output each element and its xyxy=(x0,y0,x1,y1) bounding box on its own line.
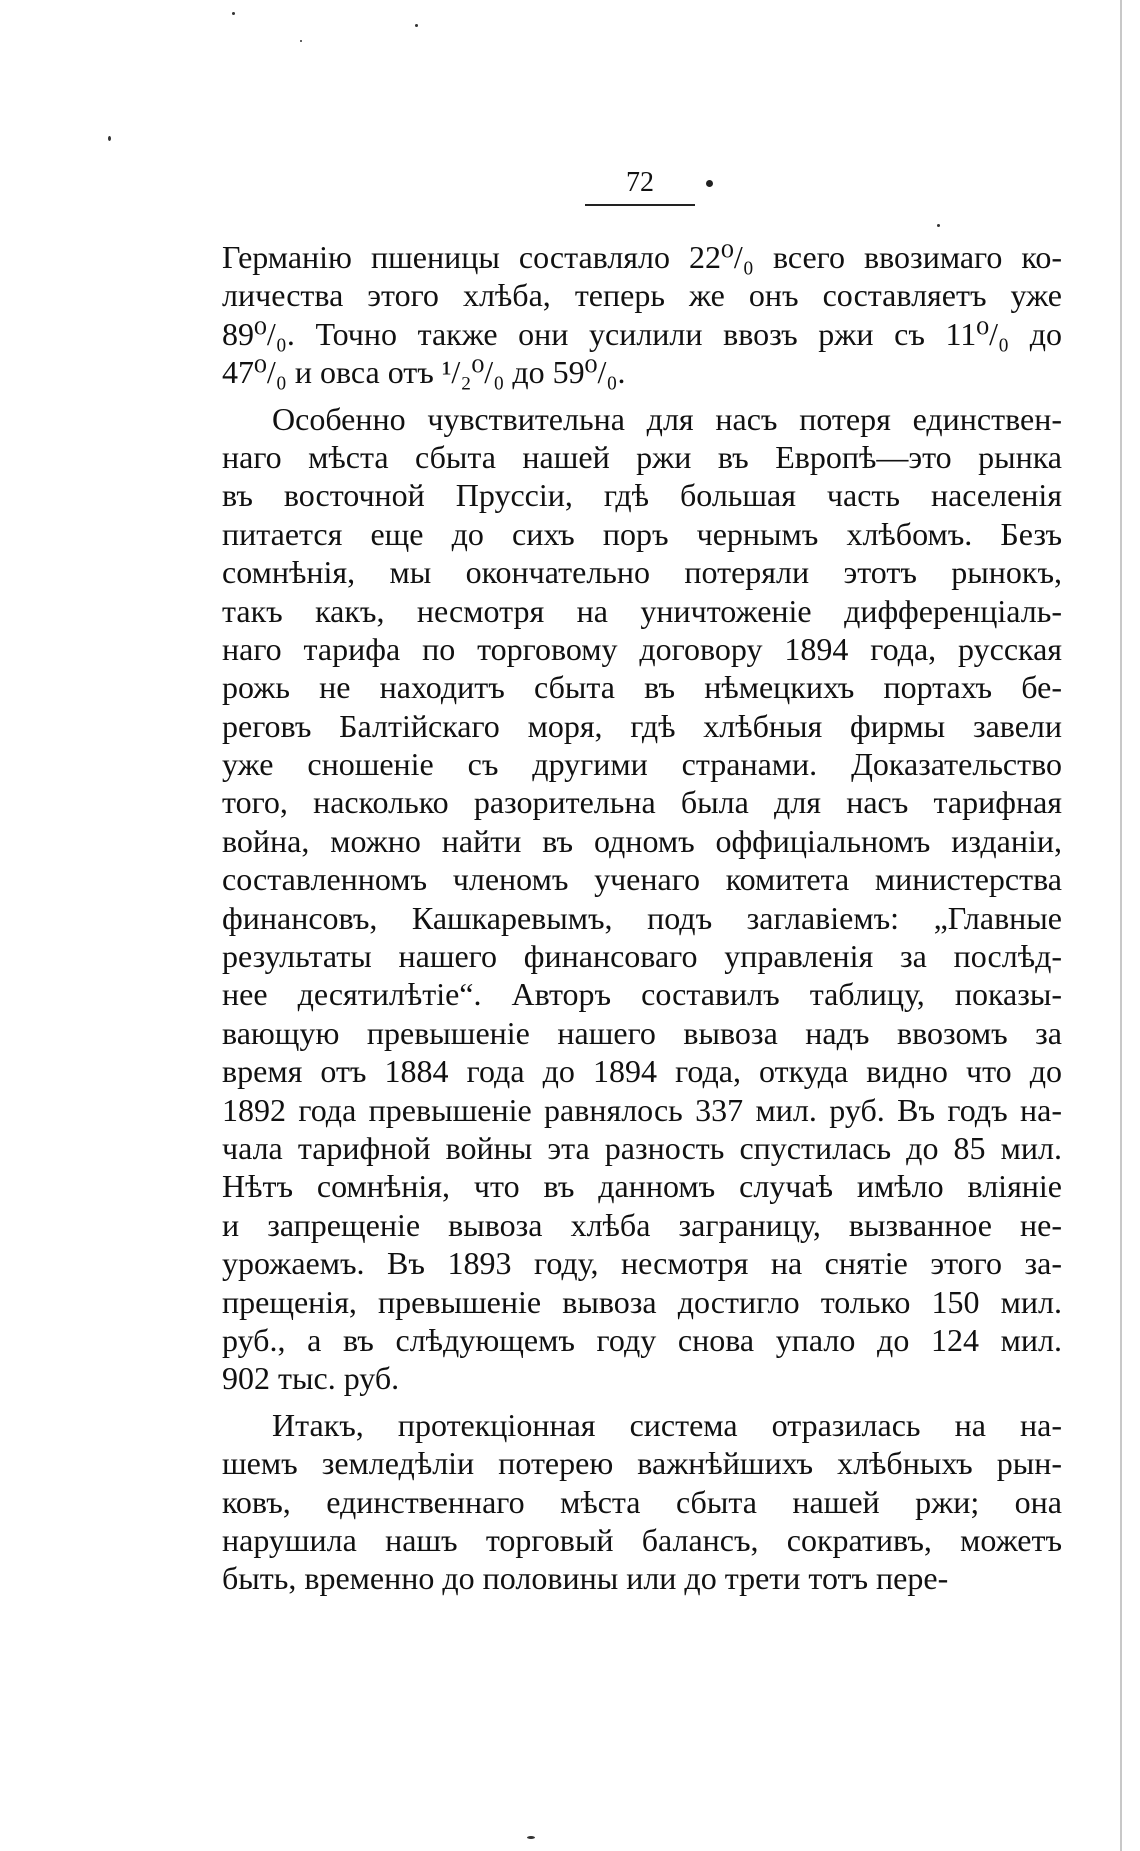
scan-speck xyxy=(108,136,111,141)
text-line: уже сношеніе съ другими странами. Доказательство xyxy=(222,746,1062,783)
paragraph xyxy=(222,238,1062,392)
scan-speck xyxy=(937,224,940,227)
paragraph-gap xyxy=(222,1398,1062,1406)
text-line: 1892 года превышеніе равнялось 337 мил. руб. Въ годъ на- xyxy=(222,1091,1062,1128)
text-line: нее десятилѣтіе“. Авторъ составилъ таблицу, показы- xyxy=(222,976,1062,1013)
text-line: чала тарифной войны эта разность спустилась до 85 мил. xyxy=(222,1129,1062,1166)
text-line: быть, временно до половины или до трети тотъ пере- xyxy=(222,1560,949,1597)
text-line: время отъ 1884 года до 1894 года, откуда видно что до xyxy=(222,1053,1062,1090)
paragraph xyxy=(222,1406,1062,1598)
text-line: и запрещеніе вывоза хлѣба заграницу, вызванное не- xyxy=(222,1206,1062,1243)
text-line: 47⁰/₀ и овса отъ ¹/₂⁰/₀ до 59⁰/₀. xyxy=(222,354,626,391)
text-line: шемъ земледѣліи потерею важнѣйшихъ хлѣбныхъ рын- xyxy=(222,1445,1062,1482)
text-line: наго тарифа по торговому договору 1894 года, русская xyxy=(222,630,1062,667)
text-line: Итакъ, протекціонная система отразилась на на- xyxy=(272,1406,1062,1443)
text-line: 89⁰/₀. Точно также они усилили ввозъ ржи съ 11⁰/₀ до xyxy=(222,315,1062,352)
scan-speck xyxy=(232,12,235,15)
text-line: реговъ Балтійскаго моря, гдѣ хлѣбныя фирмы завели xyxy=(222,707,1062,744)
text-line: личества этого хлѣба, теперь же онъ составляетъ уже xyxy=(222,277,1062,314)
text-line: Особенно чувствительна для насъ потеря единствен- xyxy=(272,400,1062,437)
page-number: 72 xyxy=(626,167,654,198)
text-line: составленномъ членомъ ученаго комитета министерства xyxy=(222,861,1062,898)
text-line: въ восточной Пруссіи, гдѣ большая часть населенія xyxy=(222,477,1062,514)
scan-edge-line xyxy=(1120,0,1122,1851)
text-line: питается еще до сихъ поръ чернымъ хлѣбомъ. Безъ xyxy=(222,515,1062,552)
body-text xyxy=(222,238,1062,1598)
text-line: нарушила нашъ торговый балансъ, сокративъ, можетъ xyxy=(222,1521,1062,1558)
text-line: финансовъ, Кашкаревымъ, подъ заглавіемъ: „Главные xyxy=(222,899,1062,936)
text-line: сомнѣнія, мы окончательно потеряли этотъ рынокъ, xyxy=(222,554,1062,591)
text-line: вающую превышеніе нашего вывоза надъ ввозомъ за xyxy=(222,1014,1062,1051)
text-line: прещенія, превышеніе вывоза достигло только 150 мил. xyxy=(222,1283,1062,1320)
text-line: Германію пшеницы составляло 22⁰/₀ всего ввозимаго ко- xyxy=(222,239,1062,275)
text-line: руб., а въ слѣдующемъ году снова упало до 124 мил. xyxy=(222,1321,1062,1358)
text-line: война, можно найти въ одномъ оффиціальномъ изданіи, xyxy=(222,822,1062,859)
text-line: Нѣтъ сомнѣнія, что въ данномъ случаѣ имѣло вліяніе xyxy=(222,1168,1062,1205)
page-number-dot xyxy=(706,180,713,187)
paragraph-gap xyxy=(222,392,1062,400)
text-line: урожаемъ. Въ 1893 году, несмотря на снятіе этого за- xyxy=(222,1245,1062,1282)
text-line: рожь не находитъ сбыта въ нѣмецкихъ портахъ бе- xyxy=(222,669,1062,706)
text-line: такъ какъ, несмотря на уничтоженіе дифференціаль- xyxy=(222,592,1062,629)
text-line: результаты нашего финансоваго управленія за послѣд- xyxy=(222,938,1062,975)
paragraph xyxy=(222,400,1062,1398)
scan-speck xyxy=(415,24,418,27)
text-line: наго мѣста сбыта нашей ржи въ Европѣ—это рынка xyxy=(222,438,1062,475)
text-line: ковъ, единственнаго мѣста сбыта нашей ржи; она xyxy=(222,1483,1062,1520)
text-line: 902 тыс. руб. xyxy=(222,1360,400,1397)
page-number-rule xyxy=(585,204,695,206)
text-line: того, насколько разорительна была для насъ тарифная xyxy=(222,784,1062,821)
scan-speck xyxy=(300,40,302,42)
scan-speck xyxy=(527,1836,535,1839)
